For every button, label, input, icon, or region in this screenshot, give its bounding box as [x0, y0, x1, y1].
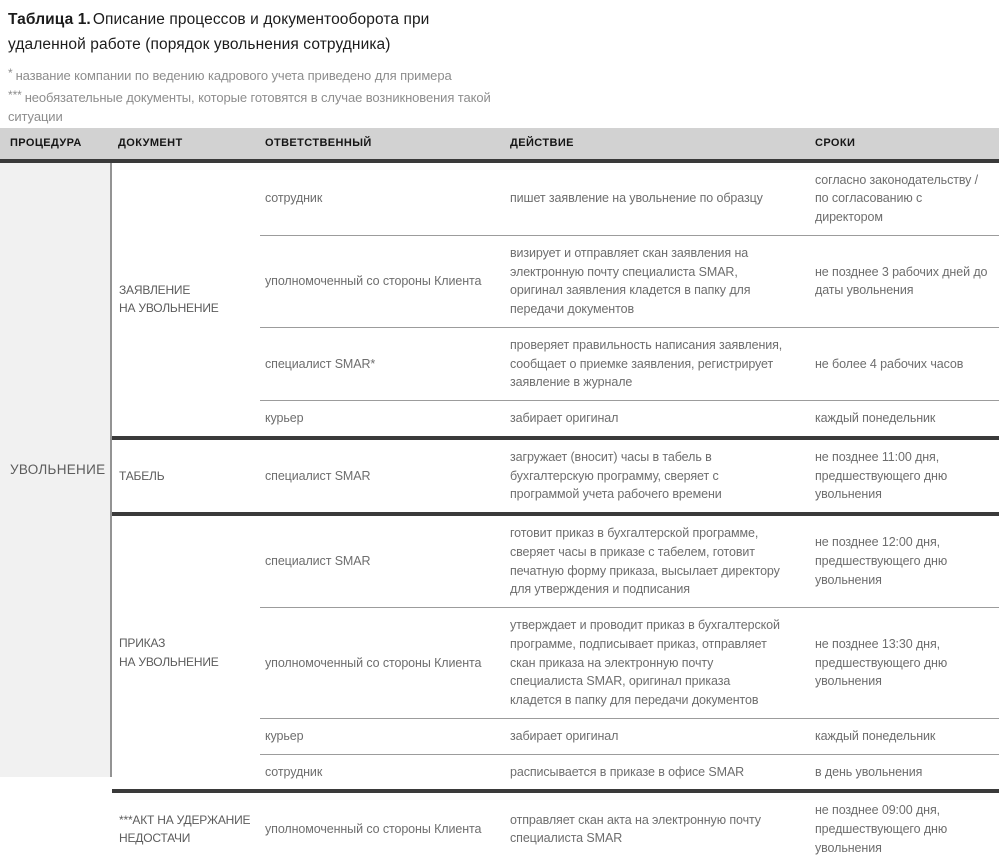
table-row [260, 793, 999, 865]
table-row [260, 754, 999, 790]
column-header-responsible: ОТВЕТСТВЕННЫЙ [265, 137, 372, 149]
responsible-cell: сотрудник [265, 191, 323, 206]
action-cell: готовит приказ в бухгалтерской программе, сверяет часы в приказе с табелем, готовит печатную форму приказа, высылает директору для утверждения и подписания [510, 526, 780, 597]
table-caption [0, 0, 478, 57]
action-cell: визирует и отправляет скан заявления на электронную почту специалиста SMAR, оригинал заявления кладется в папку для передачи документов [510, 245, 751, 316]
responsible-cell: уполномоченный со стороны Клиента [265, 655, 482, 670]
footnote-marker: *** [8, 87, 22, 102]
document-group-rows [260, 163, 999, 436]
footnote [8, 86, 492, 127]
responsible-cell: курьер [265, 411, 304, 425]
table-caption-number: Таблица 1. [8, 11, 91, 28]
responsible-cell: курьер [265, 728, 304, 743]
table-row [260, 163, 999, 235]
table-header-row [0, 128, 999, 163]
table-row [260, 718, 999, 754]
footnotes [8, 64, 492, 127]
responsible-cell: уполномоченный со стороны Клиента [265, 273, 482, 288]
responsible-cell: уполномоченный со стороны Клиента [265, 822, 482, 836]
document-group-rows [260, 793, 999, 865]
action-cell: расписывается в приказе в офисе SMAR [510, 764, 745, 779]
terms-cell: каждый понедельник [815, 728, 936, 743]
terms-cell: каждый понедельник [815, 411, 936, 425]
column-header-action: ДЕЙСТВИЕ [510, 137, 574, 149]
footnote-marker: * [8, 66, 13, 80]
table-caption-text: Описание процессов и документооборота при удаленной работе (порядок увольнения сотрудника) [8, 11, 430, 53]
action-cell: проверяет правильность написания заявления, сообщает о приемке заявления, регистрирует заявление в журнале [510, 337, 783, 390]
document-group-rows [260, 440, 999, 512]
document-cell: ТАБЕЛЬ [119, 468, 165, 483]
document-group [112, 512, 999, 789]
action-cell: пишет заявление на увольнение по образцу [510, 191, 763, 206]
footnote-text: название компании по ведению кадрового учета приведено для примера [15, 68, 452, 83]
table-row [260, 607, 999, 718]
table-row [260, 516, 999, 607]
document-cell: ЗАЯВЛЕНИЕ НА УВОЛЬНЕНИЕ [119, 282, 219, 316]
table-row [260, 327, 999, 400]
action-cell: забирает оригинал [510, 728, 619, 743]
action-cell: забирает оригинал [510, 411, 619, 425]
terms-cell: в день увольнения [815, 764, 923, 779]
responsible-cell: специалист SMAR [265, 554, 371, 569]
document-group [112, 163, 999, 436]
process-table [0, 128, 999, 855]
footnote-text: необязательные документы, которые готовятся в случае возникновения такой ситуации [8, 89, 491, 124]
procedure-cell: УВОЛЬНЕНИЕ [0, 163, 112, 777]
responsible-cell: специалист SMAR* [265, 356, 376, 371]
action-cell: утверждает и проводит приказ в бухгалтерской программе, подписывает приказ, отправляет скан приказа на электронную почту специалиста SMAR, оригинал приказа кладется в папку для передачи документов [510, 618, 780, 707]
document-cell: ПРИКАЗ НА УВОЛЬНЕНИЕ [119, 636, 219, 669]
table-row [260, 400, 999, 436]
terms-cell: не более 4 рабочих часов [815, 356, 964, 371]
document-group [112, 436, 999, 512]
terms-cell: согласно законодательству / по согласованию с директором [815, 172, 979, 224]
document-groups [112, 163, 999, 855]
action-cell: отправляет скан акта на электронную почту специалиста SMAR [510, 812, 761, 846]
terms-cell: не позднее 3 рабочих дней до даты увольнения [815, 264, 988, 298]
action-cell: загружает (вносит) часы в табель в бухгалтерскую программу, сверяет с программой учета рабочего времени [510, 449, 722, 502]
terms-cell: не позднее 13:30 дня, предшествующего дню увольнения [815, 636, 948, 689]
footnote [8, 64, 492, 86]
column-header-terms: СРОКИ [815, 137, 856, 149]
table-body [0, 163, 999, 855]
column-header-procedure: ПРОЦЕДУРА [10, 137, 82, 149]
document-group-rows [260, 516, 999, 789]
terms-cell: не позднее 12:00 дня, предшествующего дню увольнения [815, 535, 948, 587]
terms-cell: не позднее 11:00 дня, предшествующего дню увольнения [815, 449, 948, 502]
table-row [260, 235, 999, 327]
document-group [112, 789, 999, 865]
document-cell: ***АКТ НА УДЕРЖАНИЕ НЕДОСТАЧИ [119, 812, 251, 846]
responsible-cell: специалист SMAR [265, 468, 371, 483]
column-header-document: ДОКУМЕНТ [118, 137, 183, 149]
responsible-cell: сотрудник [265, 764, 323, 779]
table-row [260, 440, 999, 512]
terms-cell: не позднее 09:00 дня, предшествующего дню увольнения [815, 803, 948, 855]
